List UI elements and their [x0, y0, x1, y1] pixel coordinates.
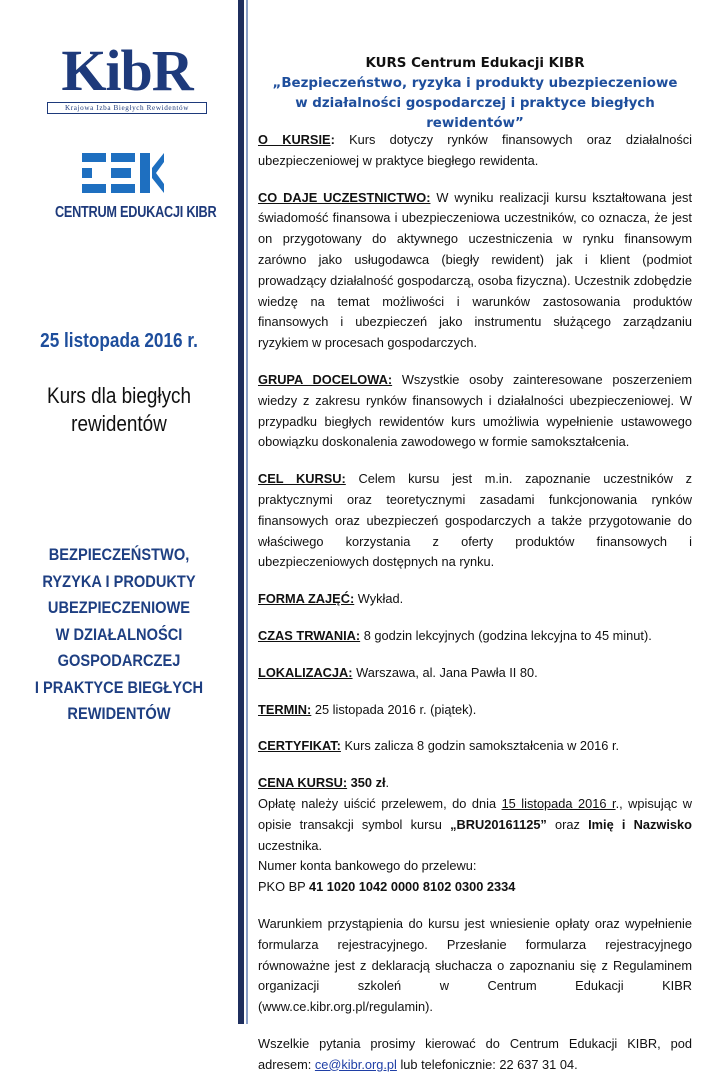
section-label: LOKALIZACJA:: [258, 664, 353, 680]
section-forma-zajec: [258, 589, 692, 610]
kibr-logo: [47, 38, 207, 114]
course-audience-line: Kurs dla biegłych: [46, 383, 192, 408]
section-label: CERTYFIKAT:: [258, 738, 341, 754]
section-label: CENA KURSU:: [258, 775, 348, 791]
section-text: Warunkiem przystąpienia do kursu jest wniesienie opłaty oraz wypełnienie formularza rejestracyjnego. Przesłanie formularza rejestracyjnego równoważne jest z deklaracją słuchacza o zapoznaniu się z Regulaminem organizacji szkoleń w Centrum Edukacji KIBR (www.ce.kibr.org.pl/regulamin).: [258, 915, 692, 1015]
payment-deadline: 15 listopada 2016 r: [501, 795, 616, 811]
account-number: 41 1020 1042 0000 8102 0300 2334: [308, 879, 516, 895]
section-label: TERMIN:: [258, 701, 312, 717]
course-details: [258, 130, 692, 1091]
course-audience-title: [17, 382, 222, 438]
topic-line: I PRAKTYCE BIEGŁYCH: [34, 677, 204, 697]
section-label: CZAS TRWANIA:: [258, 627, 361, 643]
participant-name-label: Imię i Nazwisko: [588, 816, 692, 832]
section-cel-kursu: [258, 469, 692, 573]
header-subtitle-line: „Bezpieczeństwo, ryzyka i produkty ubezpieczeniowe: [272, 76, 678, 91]
section-text: lub telefonicznie: 22 637 31 04.: [396, 1056, 578, 1072]
section-text: W wyniku realizacji kursu kształtowana jest świadomość finansowa i ubezpieczeniowa uczestników, co oznacza, że jest on przygotowany do aktywnego uczestniczenia w rynku finansowym zarówno jako usługodawca (biegły rewident) jak i klient (podmiot prowadzący działalność gospodarczą, osoba fizyczna). Uczestnik zdobędzie wiedzę na temat możliwości i warunków zastosowania produktów finansowych i ubezpieczeń jako instrumentu służącego zarządzaniu ryzykiem w procesach gospodarczych.: [258, 189, 692, 351]
section-text: Warszawa, al. Jana Pawła II 80.: [352, 664, 538, 680]
section-label-colon: :: [330, 132, 335, 147]
section-text: Wykład.: [354, 591, 404, 607]
section-o-kursie: [258, 130, 692, 172]
section-warunek: [258, 914, 692, 1018]
section-certyfikat: [258, 736, 692, 757]
course-date: 25 listopada 2016 r.: [40, 330, 198, 352]
section-kontakt: [258, 1034, 692, 1076]
cek-mark-icon: [80, 153, 166, 193]
section-text: Wszelkie pytania prosimy kierować do Centrum Edukacji KIBR, pod adresem:: [258, 1035, 692, 1072]
section-text: Kurs dotyczy rynków finansowych oraz działalności ubezpieczeniowej w praktyce biegłego rewidenta.: [258, 132, 692, 168]
vertical-divider: [238, 0, 244, 1024]
price-period: .: [385, 775, 390, 791]
payment-text: ., wpisując w opisie transakcji symbol kursu: [258, 795, 692, 832]
section-label: CO DAJE UCZESTNICTWO:: [258, 189, 431, 205]
price-amount: 350 zł: [347, 775, 386, 791]
topic-line: GOSPODARCZEJ: [57, 651, 181, 670]
document-header: [258, 54, 692, 134]
section-label: CEL KURSU:: [258, 471, 346, 487]
section-label: FORMA ZAJĘĆ:: [258, 591, 355, 607]
section-text: Wszystkie osoby zainteresowane poszerzeniem wiedzy z zakresu rynków finansowych i działalności ubezpieczeniowej. W przypadku biegłych rewidentów kurs umożliwia wypełnienie ustawowego obowiązku doskonalenia zawodowego w formie samokształcenia.: [258, 371, 692, 450]
section-text: 25 listopada 2016 r. (piątek).: [311, 701, 477, 717]
header-subtitle-line: w działalności gospodarczej i praktyce biegłych rewidentów”: [295, 96, 655, 131]
topic-line: REWIDENTÓW: [67, 704, 171, 723]
section-text: 8 godzin lekcyjnych (godzina lekcyjna to 45 minut).: [360, 627, 652, 643]
topic-line: W DZIAŁALNOŚCI: [55, 624, 183, 644]
section-czas-trwania: [258, 626, 692, 647]
header-title: KURS Centrum Edukacji KIBR: [365, 56, 585, 71]
section-text: Celem kursu jest m.in. zapoznanie uczestników z praktycznymi oraz teoretycznymi zasadami funkcjonowania rynków finansowych oraz ubezpieczeń gospodarczych a także przygotowanie do właściwego korzystania z oferty produktów finansowych i ubezpieczeniowych dostępnych na rynku.: [258, 471, 692, 570]
section-co-daje: [258, 188, 692, 354]
section-cena-kursu: [258, 773, 692, 898]
course-topic: [17, 542, 222, 728]
topic-line: UBEZPIECZENIOWE: [47, 598, 191, 617]
kibr-logo-tagline: Krajowa Izba Biegłych Rewidentów: [47, 102, 207, 114]
course-symbol: „BRU20161125”: [450, 816, 547, 832]
section-grupa-docelowa: [258, 370, 692, 453]
payment-text: uczestnika.: [258, 837, 323, 853]
section-label: O KURSIE: [258, 132, 331, 147]
cek-logo: [40, 153, 217, 222]
contact-email-link[interactable]: ce@kibr.org.pl: [314, 1056, 397, 1072]
payment-text: oraz: [546, 816, 589, 832]
topic-line: RYZYKA I PRODUKTY: [42, 571, 196, 591]
payment-text: Opłatę należy uiścić przelewem, do dnia: [258, 795, 502, 811]
cek-logo-label: CENTRUM EDUKACJI KIBR: [54, 204, 217, 221]
account-label: Numer konta bankowego do przelewu:: [258, 858, 477, 874]
section-termin: [258, 700, 692, 721]
course-audience-line: rewidentów: [71, 411, 167, 436]
bank-name: PKO BP: [258, 879, 309, 895]
section-lokalizacja: [258, 663, 692, 684]
vertical-divider-accent: [246, 0, 248, 1024]
topic-line: BEZPIECZEŃSTWO,: [48, 545, 190, 564]
section-label: GRUPA DOCELOWA:: [258, 371, 393, 387]
left-sidebar: [0, 0, 238, 1024]
kibr-logo-word: KibR: [61, 38, 193, 103]
section-text: Kurs zalicza 8 godzin samokształcenia w 2016 r.: [340, 738, 620, 754]
